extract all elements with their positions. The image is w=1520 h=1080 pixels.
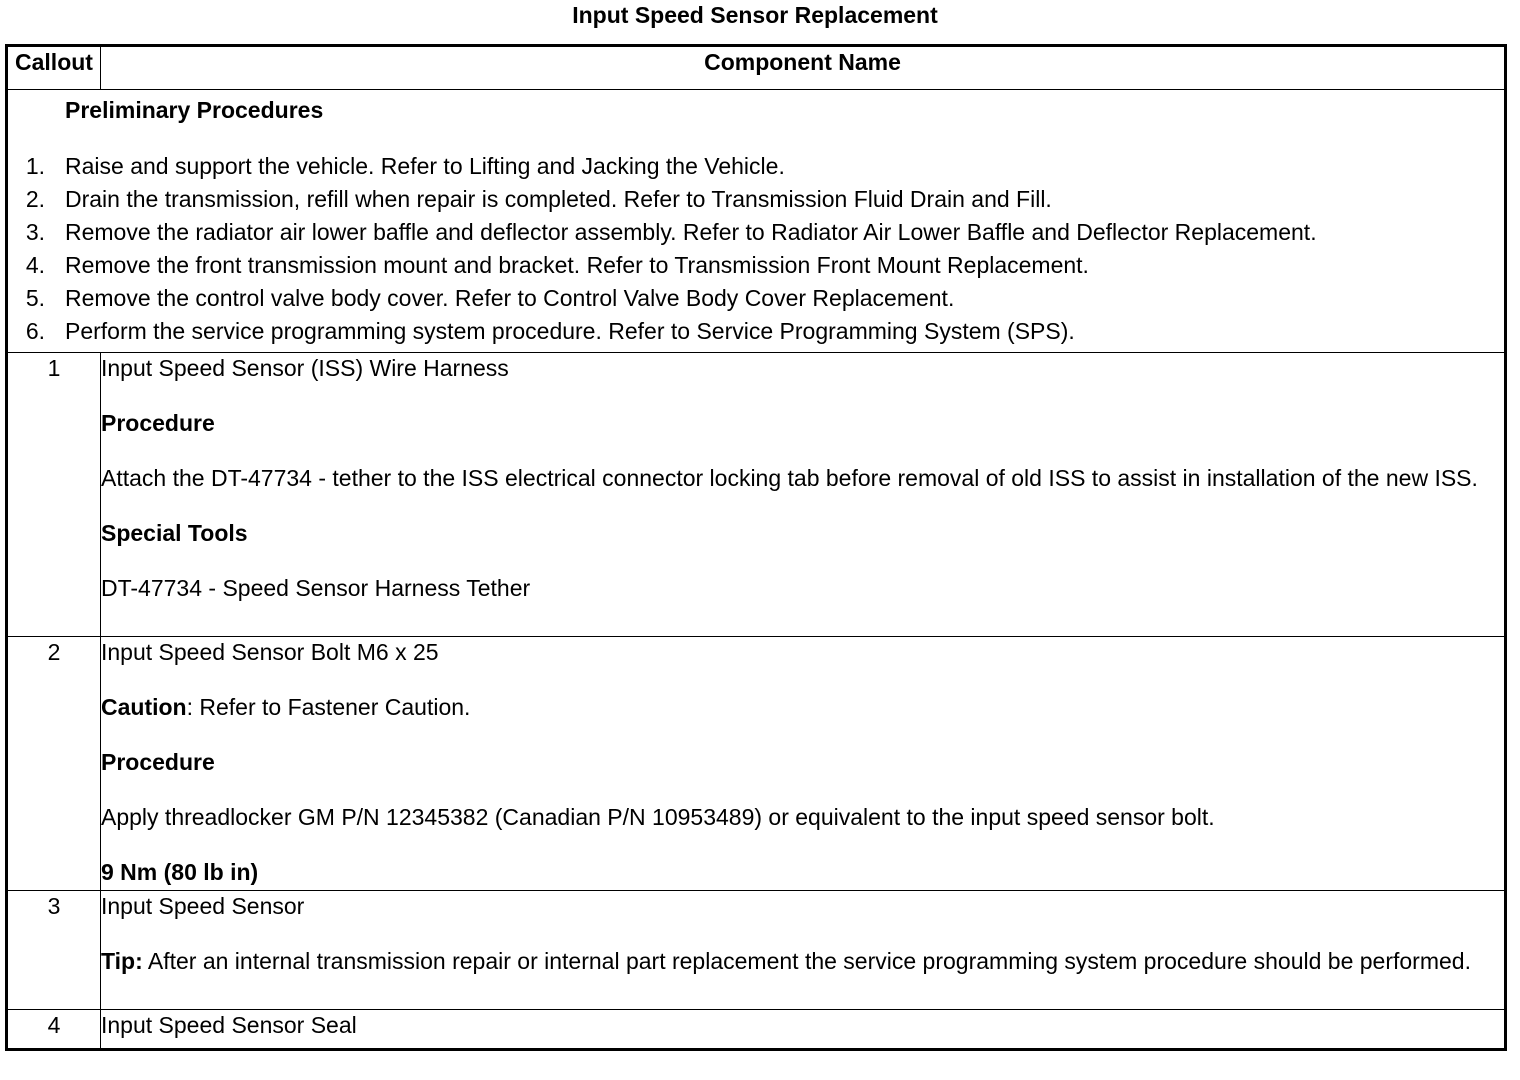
tip-label: Tip: — [101, 948, 143, 974]
preliminary-heading: Preliminary Procedures — [65, 97, 324, 123]
tip-line — [101, 946, 1504, 976]
table-row — [7, 637, 1506, 891]
callout-cell: 3 — [7, 891, 101, 1010]
special-tools-text: DT-47734 - Speed Sensor Harness Tether — [101, 575, 531, 601]
table-row — [7, 353, 1506, 637]
preliminary-row — [7, 90, 1506, 353]
component-name: Input Speed Sensor Bolt M6 x 25 — [101, 639, 439, 665]
step-text: Perform the service programming system procedure. Refer to Service Programming System (SPS). — [65, 318, 1075, 344]
list-item: 4. Remove the front transmission mount and bracket. Refer to Transmission Front Mount Replacement. — [8, 249, 1504, 282]
caution-text: : Refer to Fastener Caution. — [186, 694, 471, 720]
callout-cell: 2 — [7, 637, 101, 891]
component-cell — [101, 1010, 1506, 1050]
procedure-label: Procedure — [101, 749, 215, 775]
step-text: Remove the radiator air lower baffle and deflector assembly. Refer to Radiator Air Lower Baffle and Deflector Replacement. — [65, 219, 1317, 245]
step-text: Drain the transmission, refill when repair is completed. Refer to Transmission Fluid Drain and Fill. — [65, 186, 1052, 212]
list-item: 6. Perform the service programming system procedure. Refer to Service Programming System (SPS). — [8, 315, 1504, 348]
list-item: 1. Raise and support the vehicle. Refer to Lifting and Jacking the Vehicle. — [8, 150, 1504, 183]
component-cell — [101, 637, 1506, 891]
procedure-text: Attach the DT-47734 - tether to the ISS electrical connector locking tab before removal of old ISS to assist in installation of the new ISS. — [101, 465, 1478, 491]
component-name: Input Speed Sensor Seal — [101, 1012, 357, 1038]
special-tools-label: Special Tools — [101, 520, 248, 546]
callout-cell: 1 — [7, 353, 101, 637]
step-text: Remove the front transmission mount and bracket. Refer to Transmission Front Mount Replacement. — [65, 252, 1089, 278]
table-row — [7, 891, 1506, 1010]
callout-cell: 4 — [7, 1010, 101, 1050]
caution-line — [101, 692, 1504, 722]
component-cell — [101, 891, 1506, 1010]
list-item: 3. Remove the radiator air lower baffle and deflector assembly. Refer to Radiator Air Lower Baffle and Deflector Replacement. — [8, 216, 1504, 249]
header-component-name: Component Name — [101, 46, 1506, 90]
torque-spec: 9 Nm (80 lb in) — [101, 859, 259, 885]
step-text: Raise and support the vehicle. Refer to Lifting and Jacking the Vehicle. — [65, 153, 785, 179]
step-text: Remove the control valve body cover. Refer to Control Valve Body Cover Replacement. — [65, 285, 955, 311]
caution-label: Caution — [101, 694, 187, 720]
procedure-label: Procedure — [101, 410, 215, 436]
component-name: Input Speed Sensor — [101, 893, 305, 919]
list-item: 2. Drain the transmission, refill when repair is completed. Refer to Transmission Fluid Drain and Fill. — [8, 183, 1504, 216]
tip-text: After an internal transmission repair or internal part replacement the service programming system procedure should be performed. — [142, 948, 1471, 974]
page-title: Input Speed Sensor Replacement — [572, 2, 938, 28]
component-cell — [101, 353, 1506, 637]
header-callout: Callout — [7, 46, 101, 90]
component-name: Input Speed Sensor (ISS) Wire Harness — [101, 355, 509, 381]
table-row — [7, 1010, 1506, 1050]
preliminary-cell — [7, 90, 1506, 353]
list-item: 5. Remove the control valve body cover. Refer to Control Valve Body Cover Replacement. — [8, 282, 1504, 315]
header-row — [7, 46, 1506, 90]
preliminary-steps — [8, 150, 1504, 348]
procedure-text: Apply threadlocker GM P/N 12345382 (Canadian P/N 10953489) or equivalent to the input speed sensor bolt. — [101, 804, 1215, 830]
procedure-table — [5, 44, 1507, 1051]
